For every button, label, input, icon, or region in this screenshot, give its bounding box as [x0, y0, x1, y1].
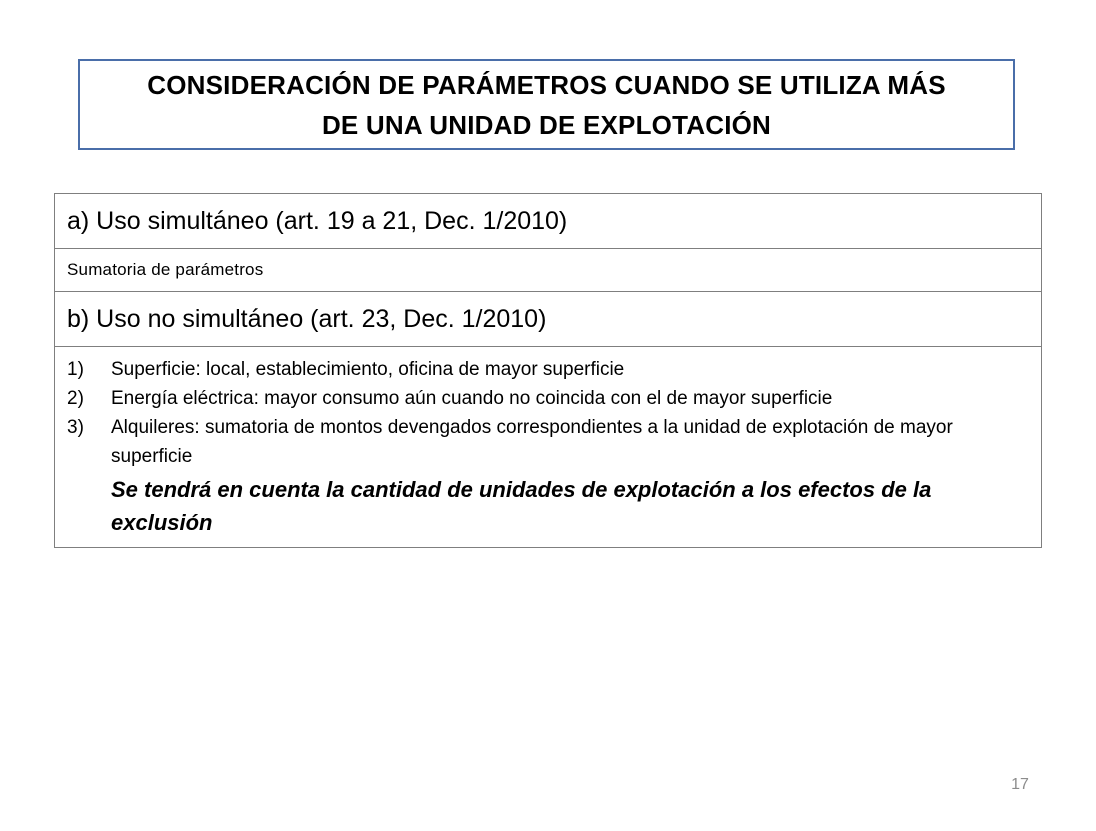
- section-b-body: [55, 347, 1042, 548]
- slide-title: [147, 65, 945, 145]
- list-item: [67, 413, 1029, 471]
- section-a-heading: a) Uso simultáneo (art. 19 a 21, Dec. 1/2010): [55, 194, 1042, 249]
- section-b-heading: b) Uso no simultáneo (art. 23, Dec. 1/2010): [55, 292, 1042, 347]
- section-b-body-row: [55, 347, 1042, 548]
- slide-title-box: [78, 59, 1015, 150]
- section-a-body: Sumatoria de parámetros: [55, 249, 1042, 292]
- list-item-number: 3): [67, 417, 84, 438]
- list-item-text: Alquileres: sumatoria de montos devengados correspondientes a la unidad de explotación de mayor superficie: [111, 417, 953, 467]
- list-item: [67, 384, 1029, 413]
- exclusion-note: Se tendrá en cuenta la cantidad de unidades de explotación a los efectos de la exclusión: [111, 477, 932, 535]
- list-item-text: Superficie: local, establecimiento, oficina de mayor superficie: [111, 359, 625, 380]
- page-number: 17: [1011, 776, 1029, 793]
- section-b-heading-row: [55, 292, 1042, 347]
- slide-title-line-2: DE UNA UNIDAD DE EXPLOTACIÓN: [321, 109, 772, 140]
- section-a-body-row: [55, 249, 1042, 292]
- list-item-text: Energía eléctrica: mayor consumo aún cuando no coincida con el de mayor superficie: [111, 388, 833, 409]
- criteria-list: [67, 355, 1029, 471]
- list-item: [67, 355, 1029, 384]
- list-item-number: 1): [67, 359, 84, 380]
- section-a-heading-row: [55, 194, 1042, 249]
- list-item-number: 2): [67, 388, 84, 409]
- parameters-table: [54, 193, 1042, 548]
- slide-title-line-1: CONSIDERACIÓN DE PARÁMETROS CUANDO SE UTILIZA MÁS: [147, 69, 946, 100]
